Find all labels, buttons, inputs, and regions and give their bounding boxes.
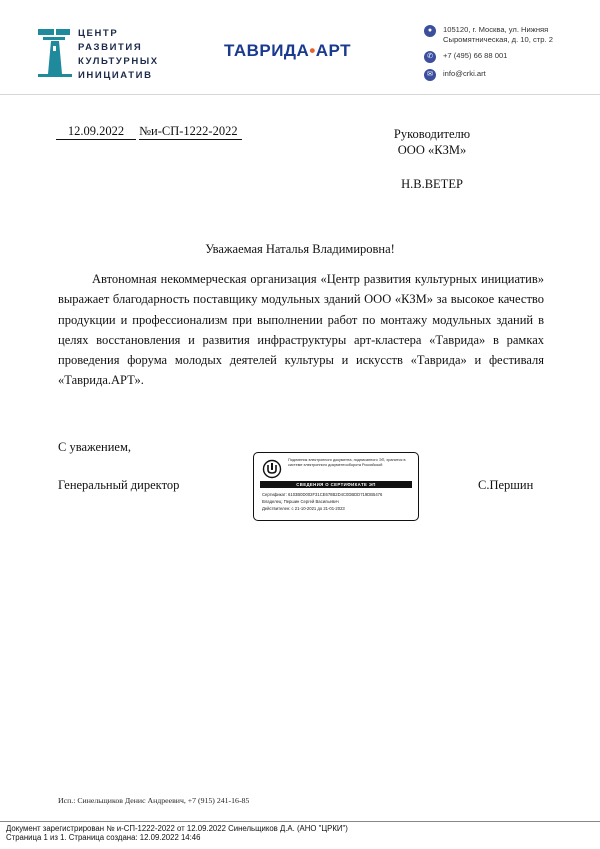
lighthouse-logo-icon: [36, 26, 76, 78]
addressee-line: Руководителю: [393, 127, 471, 141]
location-pin-icon: ●: [424, 25, 436, 37]
mail-icon: ✉: [424, 69, 436, 81]
greeting: Уважаемая Наталья Владимировна!: [205, 242, 395, 256]
contact-email: [424, 69, 553, 81]
e-signature-stamp: [253, 452, 419, 521]
phone-icon: ✆: [424, 51, 436, 63]
registration-line: [56, 124, 242, 140]
tavrida-logo-suffix: АРТ: [315, 41, 352, 60]
addressee-name: Н.В.ВЕТЕР: [401, 177, 463, 191]
footer-divider: [0, 821, 600, 822]
addressee: [372, 126, 492, 158]
contact-address: [424, 25, 553, 45]
letter-number: №и-СП-1222-2022: [139, 124, 241, 140]
tavrida-logo-main: ТАВРИДА: [224, 41, 310, 60]
org-name-line: ИНИЦИАТИВ: [78, 70, 153, 81]
address-text: 105120, г. Москва, ул. Нижняя Сыромятническая, д. 10, стр. 2: [443, 25, 553, 44]
email-link[interactable]: info@crki.art: [443, 69, 486, 78]
stamp-caption: Подлинник электронного документа, подписанного ЭП, хранится в системе электронного документооборота Российской: [288, 458, 406, 467]
stamp-title: СВЕДЕНИЯ О СЕРТИФИКАТЕ ЭП: [260, 481, 412, 488]
executor-info: Исп.: Синельщиков Денис Андреевич, +7 (915) 241-16-85: [58, 796, 250, 805]
tavrida-logo-dot: •: [309, 41, 316, 60]
org-name-line: КУЛЬТУРНЫХ: [78, 56, 159, 67]
signer-name: С.Першин: [478, 478, 534, 492]
stamp-owner: Владелец: Першин Сергей Васильевич: [262, 499, 339, 504]
stamp-validity: Действителен: с 21-10-2021 до 21-01-2023: [262, 506, 345, 511]
footer-line-2: Страница 1 из 1. Страница создана: 12.09.2022 14:46: [6, 833, 201, 842]
org-name-line: РАЗВИТИЯ: [78, 42, 143, 53]
org-name: [78, 27, 159, 83]
letter-date: 12.09.2022: [56, 124, 136, 140]
closing: С уважением,: [58, 440, 131, 454]
contact-phone: [424, 51, 553, 63]
org-name-line: ЦЕНТР: [78, 28, 119, 39]
letter-body: Автономная некоммерческая организация «Центр развития культурных инициатив» выражает благодарность поставщику модульных зданий ООО «КЗМ» за высокое качество продукции и профессионализм при выполнении работ по монтажу модульных зданий в целях восстановления и развития инфраструктуры арт-кластера «Таврида» в рамках проведения форума молодых деятелей культуры и искусств «Таврида» и фестиваля «Таврида.АРТ».: [58, 272, 544, 388]
signer-position: Генеральный директор: [58, 478, 180, 492]
addressee-line: ООО «КЗМ»: [397, 143, 467, 157]
stamp-certificate: Сертификат: 6103B0D002F31CE678B2D4C0DBDD719DB5476: [262, 492, 383, 497]
registration-footer: [6, 824, 348, 842]
phone-text[interactable]: +7 (495) 66 88 001: [443, 51, 508, 60]
contacts-block: [424, 25, 553, 87]
tavrida-art-logo: [224, 41, 351, 61]
signature-emblem-icon: [262, 459, 282, 479]
footer-line-1: Документ зарегистрирован № и-СП-1222-2022 от 12.09.2022 Синельщиков Д.А. (АНО "ЦРКИ"): [6, 824, 348, 833]
header-divider: [0, 94, 600, 95]
